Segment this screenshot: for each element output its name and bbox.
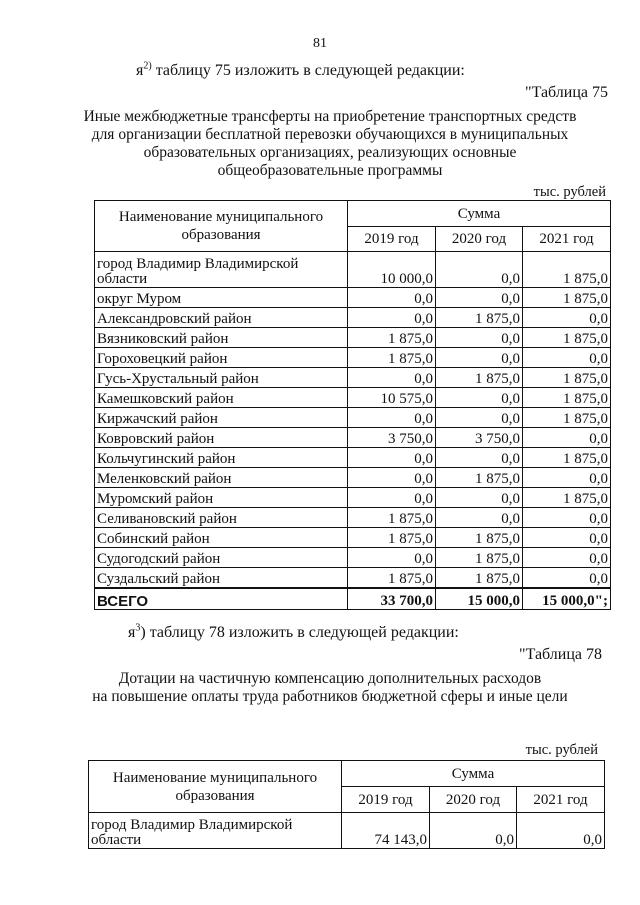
municipality-name: город Владимир Владимирской области: [89, 813, 342, 849]
header-row: [95, 201, 611, 227]
value-2020: 3 750,0: [436, 428, 523, 448]
value-2019: 10 575,0: [348, 388, 436, 408]
table-row: [89, 813, 605, 849]
units-label: тыс. рублей: [533, 184, 606, 200]
value-2021: 1 875,0: [523, 368, 611, 388]
municipality-name: Киржачский район: [95, 408, 348, 428]
municipality-name: Гусь-Хрустальный район: [95, 368, 348, 388]
value-2019: 0,0: [348, 468, 436, 488]
value-2020: 0,0: [436, 328, 523, 348]
value-2019: 0,0: [348, 408, 436, 428]
amendment-paragraph-table-75: [136, 62, 465, 80]
table-row: [95, 448, 611, 468]
municipality-name: округ Муром: [95, 288, 348, 308]
value-2019: 0,0: [348, 368, 436, 388]
header-year-2021: 2021 год: [523, 227, 611, 252]
total-label: ВСЕГО: [95, 588, 348, 610]
value-2021: 0,0: [523, 428, 611, 448]
value-2019: 1 875,0: [348, 508, 436, 528]
title-line: для организации бесплатной перевозки обучающихся в муниципальных: [91, 126, 569, 143]
total-2020: 15 000,0: [436, 588, 523, 610]
value-2019: 1 875,0: [348, 568, 436, 588]
municipality-name: Муромский район: [95, 488, 348, 508]
value-2019: 0,0: [348, 288, 436, 308]
table-row: [95, 528, 611, 548]
value-2020: 0,0: [436, 252, 523, 288]
value-2021: 0,0: [517, 813, 605, 849]
municipality-name: Селивановский район: [95, 508, 348, 528]
header-year-2019: 2019 год: [342, 787, 430, 813]
table-row: [95, 468, 611, 488]
value-2020: 0,0: [436, 408, 523, 428]
table-row: [95, 308, 611, 328]
value-2021: 1 875,0: [523, 448, 611, 468]
value-2019: 0,0: [348, 548, 436, 568]
title-line: Иные межбюджетные трансферты на приобретение транспортных средств: [83, 108, 577, 125]
total-row: [95, 588, 611, 610]
value-2021: 1 875,0: [523, 288, 611, 308]
table-78-title: [60, 670, 600, 706]
table-row: [95, 368, 611, 388]
total-2021: 15 000,0";: [523, 588, 611, 610]
table-row: [95, 348, 611, 368]
value-2020: 0,0: [436, 288, 523, 308]
value-2021: 1 875,0: [523, 408, 611, 428]
municipality-name: Меленковский район: [95, 468, 348, 488]
value-2019: 74 143,0: [342, 813, 430, 849]
value-2020: 0,0: [436, 508, 523, 528]
municipality-name: Гороховецкий район: [95, 348, 348, 368]
title-line: на повышение оплаты труда работников бюджетной сферы и иные цели: [92, 688, 568, 705]
amendment-text: таблицу 75 изложить в следующей редакции:: [151, 62, 465, 79]
item-superscript: 2): [143, 60, 152, 72]
value-2019: 1 875,0: [348, 348, 436, 368]
amendment-text: ) таблицу 78 изложить в следующей редакции:: [140, 624, 459, 641]
value-2020: 1 875,0: [436, 468, 523, 488]
value-2019: 0,0: [348, 448, 436, 468]
value-2021: 1 875,0: [523, 388, 611, 408]
value-2020: 1 875,0: [436, 528, 523, 548]
title-line: образовательных организациях, реализующих основные: [143, 144, 517, 161]
value-2021: 0,0: [523, 468, 611, 488]
amendment-paragraph-table-78: [128, 624, 459, 642]
table-row: [95, 388, 611, 408]
header-year-2020: 2020 год: [436, 227, 523, 252]
value-2021: 0,0: [523, 308, 611, 328]
value-2019: 0,0: [348, 488, 436, 508]
municipality-name: Вязниковский район: [95, 328, 348, 348]
title-line: Дотации на частичную компенсацию дополнительных расходов: [118, 670, 542, 687]
table-row: [95, 328, 611, 348]
item-letter: я: [128, 624, 136, 641]
header-sum-column: Сумма: [342, 761, 605, 787]
header-name-column: Наименование муниципального образования: [95, 201, 348, 252]
table-row: [95, 548, 611, 568]
value-2021: 0,0: [523, 348, 611, 368]
value-2020: 1 875,0: [436, 368, 523, 388]
value-2019: 1 875,0: [348, 328, 436, 348]
title-line: общеобразовательные программы: [217, 162, 443, 179]
municipality-name: Камешковский район: [95, 388, 348, 408]
value-2020: 0,0: [436, 388, 523, 408]
table-75: [94, 200, 611, 610]
municipality-name: город Владимир Владимирской области: [95, 252, 348, 288]
value-2021: 0,0: [523, 548, 611, 568]
table-75-reference: "Таблица 75: [525, 84, 608, 101]
header-year-2019: 2019 год: [348, 227, 436, 252]
table-75-title: [60, 108, 600, 180]
units-label: тыс. рублей: [525, 742, 598, 758]
table-row: [95, 488, 611, 508]
table-row: [95, 428, 611, 448]
header-year-2020: 2020 год: [430, 787, 517, 813]
value-2020: 1 875,0: [436, 308, 523, 328]
value-2020: 1 875,0: [436, 568, 523, 588]
value-2019: 1 875,0: [348, 528, 436, 548]
value-2021: 1 875,0: [523, 252, 611, 288]
municipality-name: Кольчугинский район: [95, 448, 348, 468]
value-2021: 0,0: [523, 508, 611, 528]
value-2021: 0,0: [523, 528, 611, 548]
value-2020: 0,0: [436, 488, 523, 508]
header-row: [89, 761, 605, 787]
table-row: [95, 288, 611, 308]
value-2020: 0,0: [436, 348, 523, 368]
value-2021: 1 875,0: [523, 488, 611, 508]
header-name-column: Наименование муниципального образования: [89, 761, 342, 813]
value-2020: 0,0: [436, 448, 523, 468]
value-2021: 0,0: [523, 568, 611, 588]
total-2019: 33 700,0: [348, 588, 436, 610]
municipality-name: Собинский район: [95, 528, 348, 548]
value-2019: 3 750,0: [348, 428, 436, 448]
value-2021: 1 875,0: [523, 328, 611, 348]
value-2019: 10 000,0: [348, 252, 436, 288]
item-superscript: 3: [135, 622, 141, 634]
header-sum-column: Сумма: [348, 201, 611, 227]
table-row: [95, 252, 611, 288]
value-2020: 0,0: [430, 813, 517, 849]
value-2020: 1 875,0: [436, 548, 523, 568]
municipality-name: Александровский район: [95, 308, 348, 328]
item-letter: я: [136, 62, 144, 79]
page-number: 81: [313, 36, 327, 51]
municipality-name: Суздальский район: [95, 568, 348, 588]
table-78: [88, 760, 605, 849]
table-row: [95, 568, 611, 588]
municipality-name: Ковровский район: [95, 428, 348, 448]
table-78-reference: "Таблица 78: [519, 646, 602, 663]
table-row: [95, 408, 611, 428]
municipality-name: Судогодский район: [95, 548, 348, 568]
value-2019: 0,0: [348, 308, 436, 328]
header-year-2021: 2021 год: [517, 787, 605, 813]
table-row: [95, 508, 611, 528]
